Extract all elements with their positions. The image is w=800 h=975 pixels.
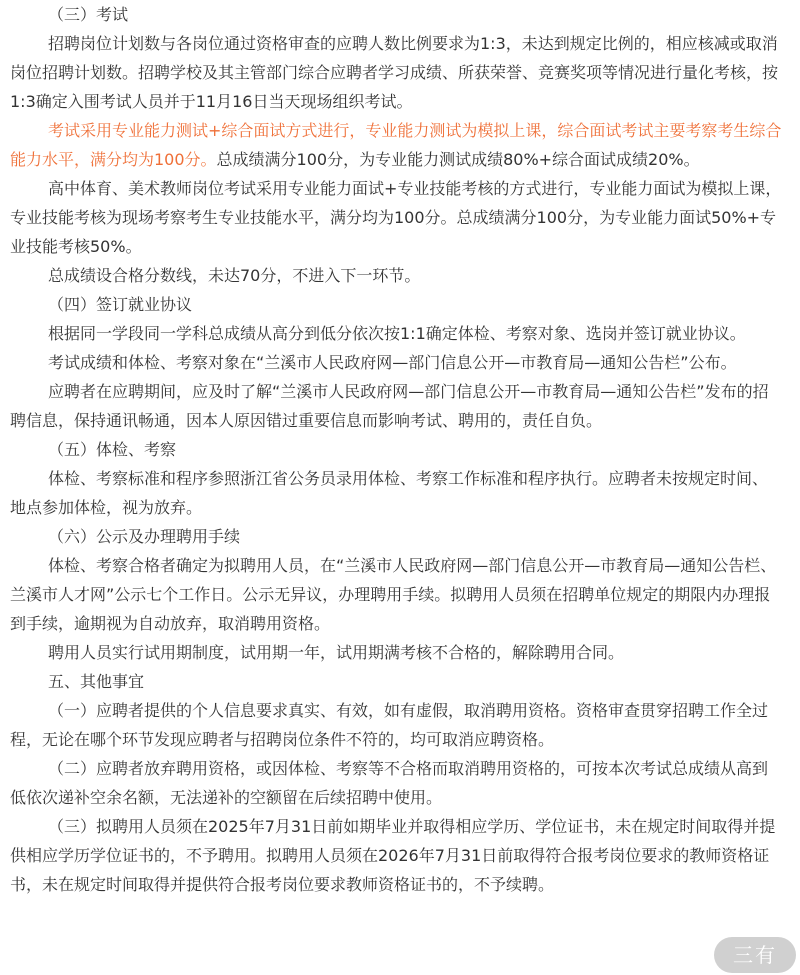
paragraph: 高中体育、美术教师岗位考试采用专业能力面试+专业技能考核的方式进行，专业能力面试为模拟上课，专业技能考核为现场考察考生专业技能水平，满分均为100分。总成绩满分100分，为专业能力面试50%+专业技能考核50%。 (10, 179, 782, 256)
paragraph: 体检、考察合格者确定为拟聘用人员，在“兰溪市人民政府网—部门信息公开—市教育局—通知公告栏、兰溪市人才网”公示七个工作日。公示无异议，办理聘用手续。拟聘用人员须在招聘单位规定的期限内办理报到手续，逾期视为自动放弃，取消聘用资格。 (10, 556, 777, 633)
paragraph: 考试成绩和体检、考察对象在“兰溪市人民政府网—部门信息公开—市教育局—通知公告栏”公布。 (48, 353, 737, 372)
section-heading-medical: （五）体检、考察 (48, 440, 177, 459)
paragraph: （三）拟聘用人员须在2025年7月31日前如期毕业并取得相应学历、学位证书，未在规定时间取得并提供相应学历学位证书的，不予聘用。拟聘用人员须在2026年7月31日前取得符合报考岗位要求的教师资格证书，未在规定时间取得并提供符合报考岗位要求教师资格证书的，不予续聘。 (10, 817, 776, 894)
section-heading-exam: （三）考试 (48, 5, 129, 24)
paragraph: 招聘岗位计划数与各岗位通过资格审查的应聘人数比例要求为1:3，未达到规定比例的，相应核减或取消岗位招聘计划数。招聘学校及其主管部门综合应聘者学习成绩、所获荣誉、竞赛奖项等情况进行量化考核，按1:3确定入围考试人员并于11月16日当天现场组织考试。 (10, 34, 779, 111)
paragraph: 根据同一学段同一学科总成绩从高分到低分依次按1:1确定体检、考察对象、选岗并签订就业协议。 (48, 324, 746, 343)
paragraph: 总成绩设合格分数线，未达70分，不进入下一环节。 (48, 266, 421, 285)
section-heading-other: 五、其他事宜 (48, 672, 145, 691)
watermark-badge[interactable]: 三有 (714, 937, 796, 973)
document-body (10, 0, 782, 899)
highlighted-text: 考试采用专业能力测试+综合面试方式进行，专业能力测试为模拟上课，综合面试考试主要考察考生综合能力水平，满分均为100分。 (10, 121, 782, 169)
section-heading-agreement: （四）签订就业协议 (48, 295, 193, 314)
paragraph: （一）应聘者提供的个人信息要求真实、有效，如有虚假，取消聘用资格。资格审查贯穿招聘工作全过程，无论在哪个环节发现应聘者与招聘岗位条件不符的，均可取消应聘资格。 (10, 701, 769, 749)
paragraph: 应聘者在应聘期间，应及时了解“兰溪市人民政府网—部门信息公开—市教育局—通知公告栏”发布的招聘信息，保持通讯畅通，因本人原因错过重要信息而影响考试、聘用的，责任自负。 (10, 382, 769, 430)
paragraph: （二）应聘者放弃聘用资格，或因体检、考察等不合格而取消聘用资格的，可按本次考试总成绩从高到低依次递补空余名额，无法递补的空额留在后续招聘中使用。 (10, 759, 769, 807)
paragraph: 体检、考察标准和程序参照浙江省公务员录用体检、考察工作标准和程序执行。应聘者未按规定时间、地点参加体检，视为放弃。 (10, 469, 769, 517)
section-heading-publicity: （六）公示及办理聘用手续 (48, 527, 241, 546)
paragraph-tail: 总成绩满分100分，为专业能力测试成绩80%+综合面试成绩20%。 (216, 150, 700, 169)
highlight-paragraph (10, 116, 782, 174)
paragraph: 聘用人员实行试用期制度，试用期一年，试用期满考核不合格的，解除聘用合同。 (48, 643, 625, 662)
